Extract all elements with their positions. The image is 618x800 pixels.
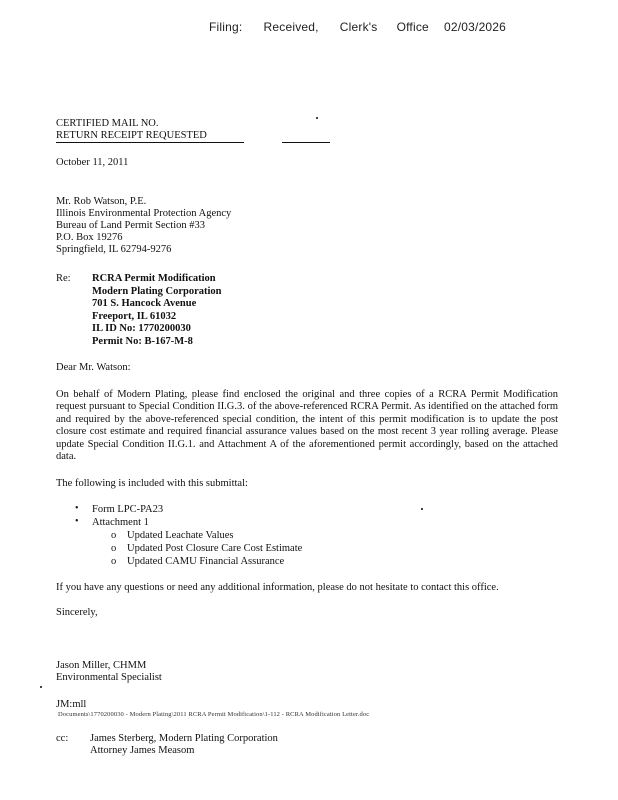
sub-bullet-icon: o — [111, 543, 117, 554]
sign-off: Sincerely, — [56, 607, 98, 618]
filing-stamp — [209, 20, 506, 34]
bullet-icon: • — [75, 516, 79, 527]
cc-label: cc: — [56, 733, 69, 744]
body-paragraph: On behalf of Modern Plating, please find enclosed the original and three copies of a RCRA Permit Modification request pursuant to Special Condition II.G.3. of the above-referenced RCRA Permit. As identified on the attached form and required by the above-referenced special condition, the intent of this permit modification is to update the post closure cost estimate and required financial assurance values based on the most recent 3 year rolling average. Please update Special Condition II.G.1. and Attachment A of the aforementioned permit accordingly, based on the attached data. — [56, 389, 558, 463]
re-label: Re: — [56, 273, 71, 284]
certified-mail-label: CERTIFIED MAIL NO. — [56, 118, 159, 129]
sub-bullet-icon: o — [111, 530, 117, 541]
attachment-sub-item: Updated Post Closure Care Cost Estimate — [127, 543, 303, 554]
signer-title: Environmental Specialist — [56, 672, 162, 683]
return-receipt-label: RETURN RECEIPT REQUESTED — [56, 130, 207, 141]
recipient-address — [56, 196, 231, 256]
recipient-city: Springfield, IL 62794-9276 — [56, 244, 172, 255]
attachment-item: Form LPC-PA23 — [92, 504, 164, 515]
sub-bullet-icon: o — [111, 556, 117, 567]
following-intro: The following is included with this submittal: — [56, 478, 248, 489]
re-line: 701 S. Hancock Avenue — [92, 298, 197, 310]
stamp-office: Office — [396, 20, 429, 34]
underline-mail-number — [282, 142, 330, 143]
underline-return-receipt — [56, 142, 244, 143]
stamp-clerks: Clerk's — [339, 20, 378, 34]
re-line: Freeport, IL 61032 — [92, 310, 177, 322]
recipient-bureau: Bureau of Land Permit Section #33 — [56, 220, 206, 231]
scan-speck — [421, 508, 423, 510]
scan-speck — [40, 686, 42, 688]
attachment-sub-item: Updated Leachate Values — [127, 530, 234, 541]
attachment-sub-item: Updated CAMU Financial Assurance — [127, 556, 285, 567]
cc-recipient: Attorney James Measom — [90, 745, 195, 756]
stamp-date: 02/03/2026 — [444, 20, 507, 34]
stamp-filing: Filing: — [209, 20, 243, 34]
scan-speck — [316, 117, 318, 119]
salutation: Dear Mr. Watson: — [56, 362, 131, 373]
re-line: RCRA Permit Modification — [92, 273, 216, 284]
cc-recipient: James Sterberg, Modern Plating Corporation — [90, 733, 278, 744]
re-line: Modern Plating Corporation — [92, 285, 222, 297]
re-line: Permit No: B-167-M-8 — [92, 335, 193, 347]
re-subject-block — [92, 273, 222, 349]
recipient-agency: Illinois Environmental Protection Agency — [56, 208, 232, 219]
file-path: Documents\1770200030 - Modern Plating\2011 RCRA Permit Modification\1-112 - RCRA Modification Letter.doc — [58, 711, 370, 718]
letter-date: October 11, 2011 — [56, 157, 129, 168]
bullet-icon: • — [75, 503, 79, 514]
re-line: IL ID No: 1770200030 — [92, 323, 191, 335]
attachment-item: Attachment 1 — [92, 517, 149, 528]
signer-name: Jason Miller, CHMM — [56, 660, 147, 671]
recipient-po-box: P.O. Box 19276 — [56, 232, 123, 243]
stamp-received: Received, — [263, 20, 319, 34]
closing-paragraph: If you have any questions or need any additional information, please do not hesitate to contact this office. — [56, 582, 499, 593]
recipient-name: Mr. Rob Watson, P.E. — [56, 196, 147, 207]
typist-initials: JM:mll — [56, 699, 87, 710]
